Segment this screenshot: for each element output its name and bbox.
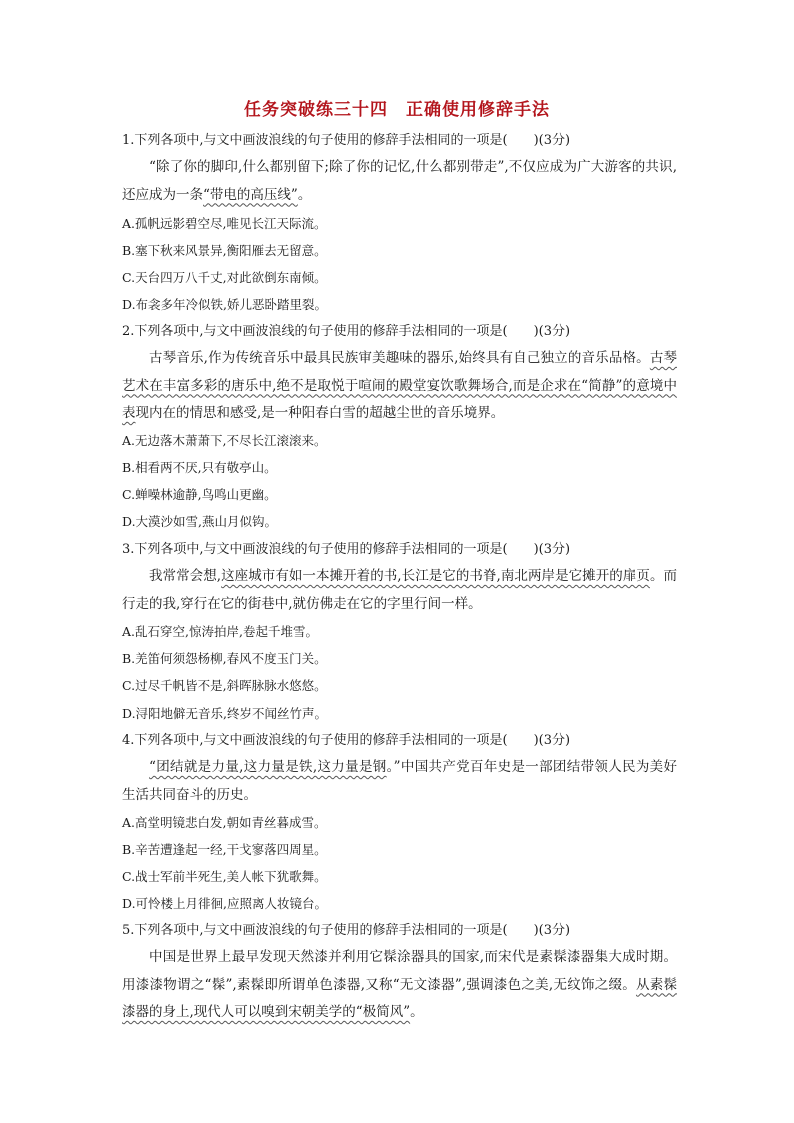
passage-text: 。而行走的我,穿行在它的街巷中,就仿佛走在它的字里行间一样。: [122, 568, 677, 612]
option-b: B.辛苦遭逢起一经,干戈寥落四周星。: [122, 842, 327, 857]
option-a: A.无边落木萧萧下,不尽长江滚滚来。: [122, 433, 327, 448]
option-b: B.羌笛何须怨杨柳,春风不度玉门关。: [122, 651, 327, 666]
wavy-underlined-sentence: 从素髹漆器的身上,现代人可以嗅到宋朝美学的“极简风”: [122, 976, 677, 1020]
option-d: D.布衾多年冷似铁,娇儿恶卧踏里裂。: [122, 297, 328, 312]
option-c: C.过尽千帆皆不是,斜晖脉脉水悠悠。: [122, 678, 327, 693]
question-passage: [122, 944, 677, 1027]
question-passage: [122, 754, 677, 809]
question-stem: 4.下列各项中,与文中画波浪线的句子使用的修辞手法相同的一项是( )(3分): [122, 733, 571, 748]
passage-text: 。: [410, 1004, 424, 1020]
wavy-underlined-sentence: 古琴艺术在丰富多彩的唐乐中,绝不是取悦于喧闹的殿堂宴饮歌舞场合,而是企求在“简静”的意境中表: [122, 350, 677, 421]
option-b: B.塞下秋来风景异,衡阳雁去无留意。: [122, 243, 327, 258]
passage-text: 。”中国共产党百年史是一部团结带领人民为美好生活共同奋斗的历史。: [122, 759, 677, 803]
option-a: A.孤帆远影碧空尽,唯见长江天际流。: [122, 216, 327, 231]
question-stem: 3.下列各项中,与文中画波浪线的句子使用的修辞手法相同的一项是( )(3分): [122, 542, 571, 557]
option-a: A.乱石穿空,惊涛拍岸,卷起千堆雪。: [122, 624, 318, 639]
page-title: 任务突破练三十四 正确使用修辞手法: [244, 100, 550, 120]
question-stem: 2.下列各项中,与文中画波浪线的句子使用的修辞手法相同的一项是( )(3分): [122, 324, 571, 339]
option-b: B.相看两不厌,只有敬亭山。: [122, 460, 277, 475]
wavy-underlined-sentence: “带电的高压线”: [203, 186, 298, 203]
option-c: C.战士军前半死生,美人帐下犹歌舞。: [122, 869, 327, 884]
question-stem: 1.下列各项中,与文中画波浪线的句子使用的修辞手法相同的一项是( )(3分): [122, 133, 571, 148]
passage-text: 中国是世界上最早发现天然漆并利用它髹涂器具的国家,而宋代是素髹漆器集大成时期。用漆漆物谓之“髹”,素髹即所谓单色漆器,又称“无文漆器”,强调漆色之美,无纹饰之缀。: [122, 949, 677, 993]
passage-text: 我常常会想,: [149, 568, 222, 584]
passage-text: 古琴音乐,作为传统音乐中最具民族审美趣味的器乐,始终具有自己独立的音乐品格。: [149, 350, 650, 366]
question-passage: [122, 154, 677, 209]
wavy-underlined-sentence: 这座城市有如一本摊开着的书,长江是它的书脊,南北两岸是它摊开的扉页: [221, 568, 650, 584]
question-passage: [122, 563, 677, 618]
option-a: A.高堂明镜悲白发,朝如青丝暮成雪。: [122, 815, 327, 830]
question-stem: 5.下列各项中,与文中画波浪线的句子使用的修辞手法相同的一项是( )(3分): [122, 923, 571, 938]
wavy-underlined-sentence: “团结就是力量,这力量是铁,这力量是钢: [149, 759, 387, 775]
option-d: D.大漠沙如雪,燕山月似钩。: [122, 514, 278, 529]
passage-text: 。: [297, 186, 312, 203]
passage-text: 现内在的情思和感受,是一种阳春白雪的超越尘世的音乐境界。: [135, 405, 505, 421]
question-passage: [122, 345, 677, 428]
option-c: C.天台四万八千丈,对此欲倒东南倾。: [122, 270, 327, 285]
option-d: D.浔阳地僻无音乐,终岁不闻丝竹声。: [122, 706, 328, 721]
passage-text: “除了你的脚印,什么都别留下;除了你的记忆,什么都别带走”,不仅应成为广大游客的共识,还应成为一条: [122, 159, 677, 203]
option-c: C.蝉噪林逾静,鸟鸣山更幽。: [122, 487, 277, 502]
option-d: D.可怜楼上月徘徊,应照离人妆镜台。: [122, 896, 328, 911]
